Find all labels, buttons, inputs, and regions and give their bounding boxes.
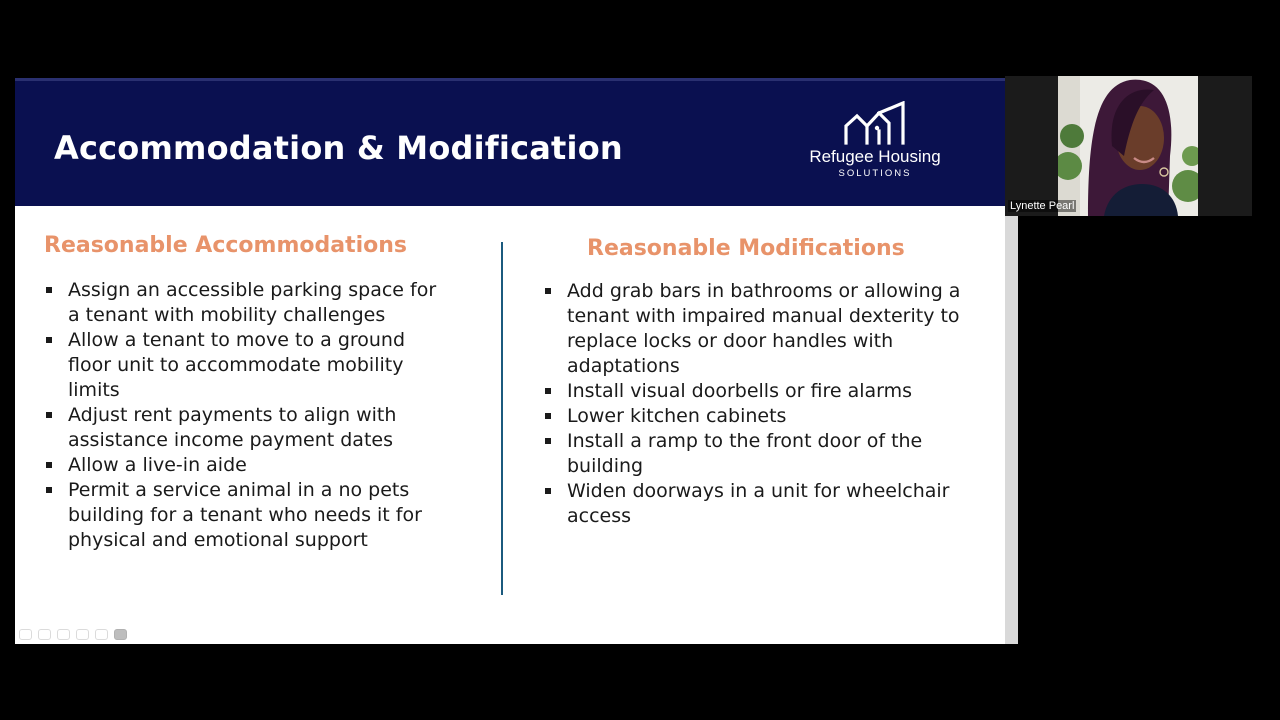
refugee-housing-logo (805, 101, 945, 181)
participant-name: Lynette Pearl (1010, 200, 1075, 212)
list-item: Assign an accessible parking space for a tenant with mobility challenges (44, 278, 444, 328)
previous-icon[interactable] (19, 629, 32, 640)
logo-name: Refugee Housing (809, 147, 941, 166)
more-icon[interactable] (95, 629, 108, 640)
list-item: Install visual doorbells or fire alarms (543, 379, 963, 404)
slideshow-controls (19, 627, 127, 641)
zoom-icon[interactable] (76, 629, 89, 640)
list-item: Install a ramp to the front door of the building (543, 429, 963, 479)
list-item: Add grab bars in bathrooms or allowing a tenant with impaired manual dexterity to replace locks or door handles with adaptations (543, 279, 963, 379)
list-item: Allow a tenant to move to a ground floor unit to accommodate mobility limits (44, 328, 444, 403)
participant-video-tile[interactable] (1005, 76, 1252, 216)
modifications-list (543, 279, 963, 529)
slide-header (15, 78, 1005, 206)
participant-avatar (1058, 76, 1198, 216)
camera-icon[interactable] (114, 629, 127, 640)
pen-icon[interactable] (57, 629, 70, 640)
modifications-heading: Reasonable Modifications (587, 236, 905, 261)
participant-video (1058, 76, 1198, 216)
accommodations-list (44, 278, 444, 553)
slide-title: Accommodation & Modification (54, 129, 623, 167)
column-divider (501, 242, 503, 595)
list-item: Widen doorways in a unit for wheelchair access (543, 479, 963, 529)
accommodations-heading: Reasonable Accommodations (44, 233, 407, 258)
list-item: Allow a live-in aide (44, 453, 444, 478)
logo-subtitle: SOLUTIONS (838, 168, 912, 179)
list-item: Lower kitchen cabinets (543, 404, 963, 429)
list-item: Permit a service animal in a no pets building for a tenant who needs it for physical and emotional support (44, 478, 444, 553)
shared-slide (15, 78, 1018, 644)
house-roofline-logo-icon (843, 101, 907, 145)
next-icon[interactable] (38, 629, 51, 640)
list-item: Adjust rent payments to align with assistance income payment dates (44, 403, 444, 453)
